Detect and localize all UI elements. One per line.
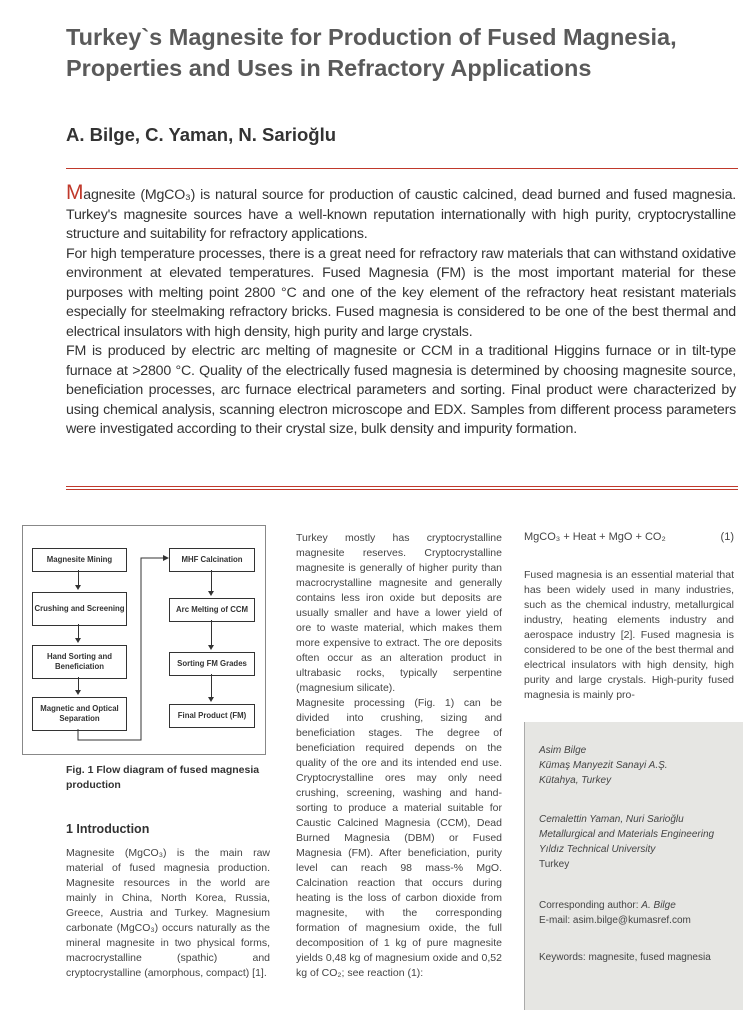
equation-number: (1): [720, 531, 734, 543]
abstract-p2: For high temperature processes, there is a great need for refractory raw materials that can withstand oxidative environment at elevated temperatures. Fused Magnesia (FM) is the most important material for these purposes with melting point 2800 °C and one of the key element of the refractory heat resistant materials especially for steelmaking refractory bricks. Fused magnesia is considered to be one of the best thermal and electrical insulators with high density, high purity and large crystals.: [66, 245, 736, 340]
node-sorting-fm: Sorting FM Grades: [169, 652, 255, 676]
intro-col2-p1: Turkey mostly has cryptocrystalline magnesite reserves. Cryptocrystalline magnesite is generally of higher purity than macrocrystalline magnesite and generally contains less iron oxide but deposits are usually smaller and have a lower yield of ore to waste material, which makes them more expensive to extract. The ore deposits often occur as an alteration product in ultrabasic rocks, typically serpentine (magnesium silicate).: [296, 532, 502, 694]
equation-1: [524, 531, 734, 543]
figure-caption: Fig. 1 Flow diagram of fused magnesia production: [66, 764, 260, 791]
arrow: [211, 620, 212, 648]
abstract: [66, 182, 736, 440]
equation-text: MgCO₃ + Heat + MgO + CO₂: [524, 531, 666, 543]
bottom-rule: [66, 486, 738, 487]
node-magnetic-separation: Magnetic and Optical Separation: [32, 697, 127, 731]
intro-col2-p2: Magnesite processing (Fig. 1) can be divided into crushing, sizing and beneficiation stages. The degree of beneficiation required depends on the quality of the ore and its intended end use. Cryptocrystalline ores may only need crushing, screening, washing and hand-sorting to produce a material suitable for Caustic Calcined Magnesia (CCM), Dead Burned Magnesia (DBM) or Fused Magnesia (FM). After beneficiation, purity level can reach 98 mass-% MgO. Calcination reaction that occurs during heating is the loss of carbon dioxide from magnesite, with the corresponding formation of magnesium oxide, the full decomposition of 1 kg of pure magnesite yields 0,48 kg of magnesium oxide and 0,52 kg of CO₂; see reaction (1):: [296, 697, 502, 979]
author2-names: Cemalettin Yaman, Nuri Sarioğlu: [539, 814, 684, 825]
arrow: [211, 674, 212, 700]
article-title: [66, 22, 726, 84]
node-final-product: Final Product (FM): [169, 704, 255, 728]
node-crushing: Crushing and Screening: [32, 592, 127, 626]
node-hand-sorting: Hand Sorting and Beneficiation: [32, 645, 127, 679]
author2-dept: Metallurgical and Materials Engineering: [539, 829, 715, 840]
node-arc-melting: Arc Melting of CCM: [169, 598, 255, 622]
column-2: [296, 531, 502, 981]
keywords: Keywords: magnesite, fused magnesia: [539, 952, 711, 963]
author1-company: Kümaş Manyezit Sanayi A.Ş.: [539, 760, 668, 771]
flow-diagram: [22, 525, 266, 755]
column-1: [66, 846, 270, 981]
abstract-p3: FM is produced by electric arc melting of magnesite or CCM in a traditional Higgins furnace or in tilt-type furnace at >2800 °C. Quality of the electrically fused magnesia is determined by choosing magnesite source, beneficiation processes, arc furnace electrical parameters and sorting. Final product were characterized by using chemical analysis, scanning electron microscope and EDX. Samples from different process parameters were investigated according to their crystal size, bulk density and impurity formation.: [66, 343, 736, 437]
author2-university: Yıldız Technical University: [539, 844, 656, 855]
column-3: [524, 568, 734, 703]
intro-col3-text: Fused magnesia is an essential material that has been widely used in many industries, such as the chemical industry, metallurgical industry, heating elements industry and aerospace industry [2]. Fused magnesia is considered to be one of the best thermal and electrical insulators with high density, high purity and large crystals. High-purity fused magnesia is mainly pro-: [524, 569, 734, 701]
title-line-2: Properties and Uses in Refractory Applications: [66, 55, 592, 81]
abstract-p1-text: agnesite (MgCO₃) is natural source for production of caustic calcined, dead burned and fused magnesia. Turkey's magnesite sources have a well-known reputation internationally with high purity, cryptocrystalline structure and suitability for refractory applications.: [66, 187, 736, 242]
intro-col1-text: Magnesite (MgCO₃) is the main raw material of fused magnesia production. Magnesite resources in the world are mainly in China, North Korea, Russia, Greece, Austria and Turkey. Magnesium carbonate (MgCO₃) occurs naturally as the mineral magnesite in two physical forms, macrocrystalline (spathic) and cryptocrystalline (amorphous, compact) [1].: [66, 847, 270, 979]
node-magnesite-mining: Magnesite Mining: [32, 548, 127, 572]
title-line-1: Turkey`s Magnesite for Production of Fused Magnesia,: [66, 24, 677, 50]
node-mhf-calcination: MHF Calcination: [169, 548, 255, 572]
author2-country: Turkey: [539, 859, 570, 870]
drop-cap: M: [66, 181, 84, 204]
abstract-p1: [66, 182, 736, 245]
author1-name: Asim Bilge: [539, 745, 587, 756]
arrow: [211, 570, 212, 594]
section-heading: 1 Introduction: [66, 822, 150, 836]
top-rule: [66, 168, 738, 169]
corresponding-name: A. Bilge: [641, 900, 676, 911]
affiliation-box: [524, 722, 743, 1010]
email[interactable]: E-mail: asim.bilge@kumasref.com: [539, 915, 691, 926]
bottom-rule-2: [66, 489, 738, 490]
authors: A. Bilge, C. Yaman, N. Sarioğlu: [66, 124, 337, 145]
author1-city: Kütahya, Turkey: [539, 775, 612, 786]
corresponding-author: [539, 899, 676, 914]
corresponding-label: Corresponding author:: [539, 900, 642, 911]
